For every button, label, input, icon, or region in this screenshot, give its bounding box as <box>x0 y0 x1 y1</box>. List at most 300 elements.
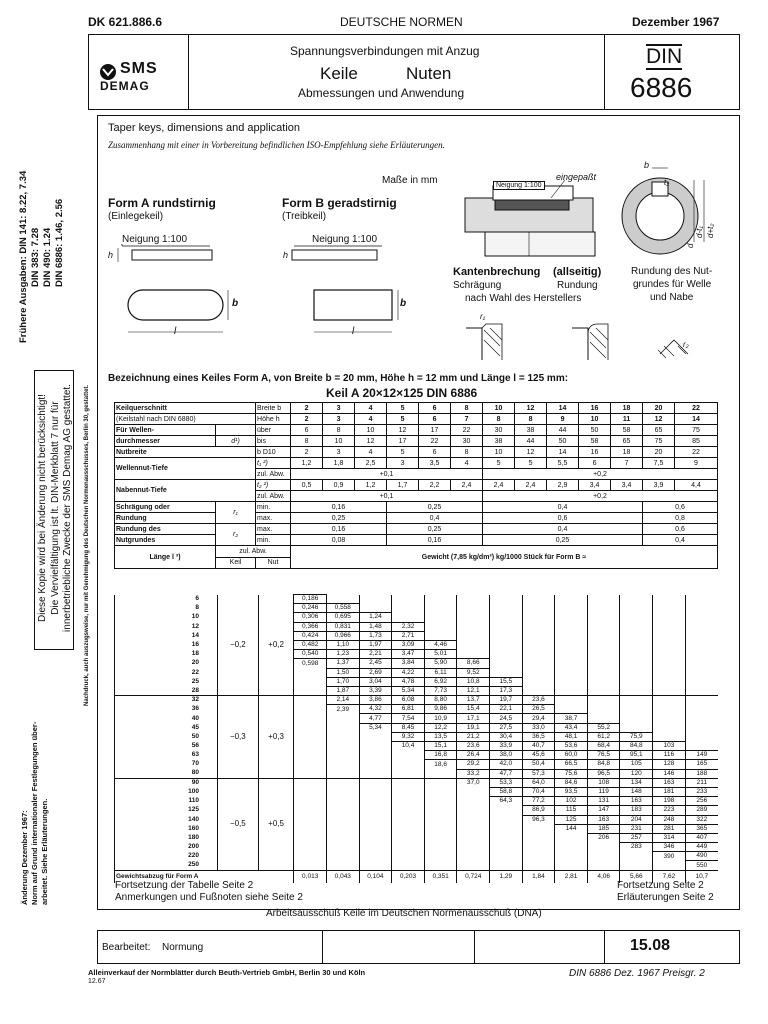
weight-cell: 86,9 <box>522 806 555 815</box>
english-title: Taper keys, dimensions and application <box>108 122 301 134</box>
weight-cell: 96,3 <box>522 815 555 824</box>
label-zul-abw: zul. Abw. <box>216 546 291 558</box>
weight-cell <box>620 613 653 622</box>
breite-cell: 12 <box>515 403 547 414</box>
weight-cell: 33,9 <box>490 742 523 751</box>
weight-cell <box>620 723 653 732</box>
weight-cell: 3,04 <box>359 677 392 686</box>
ueber-cell: 8 <box>323 425 355 436</box>
weight-cell: 149 <box>685 751 718 760</box>
row-breite <box>115 403 718 414</box>
r2-max-cell: 0,25 <box>387 524 483 535</box>
weight-cell: 76,5 <box>587 751 620 760</box>
weight-cell: 2,71 <box>392 631 425 640</box>
weight-cell <box>555 861 588 870</box>
label-r2: r₂ <box>216 524 256 546</box>
weight-cell <box>457 852 490 861</box>
t2-cell: 0,9 <box>323 480 355 491</box>
length-cell: 8 <box>115 604 218 613</box>
weight-cell: 1,50 <box>327 668 360 677</box>
kanten-title: Kantenbrechung <box>453 266 541 278</box>
breite-cell: 14 <box>547 403 579 414</box>
weight-cell: 57,3 <box>522 769 555 778</box>
length-cell: 50 <box>115 732 218 741</box>
weight-cell <box>653 595 686 604</box>
hoehe-cell: 10 <box>579 414 611 425</box>
label-keilquerschnitt: Keilquerschnitt <box>115 403 256 414</box>
label-zul-t1: zul. Abw. <box>256 469 291 480</box>
weight-cell <box>653 732 686 741</box>
weight-cell <box>359 742 392 751</box>
weight-cell <box>587 622 620 631</box>
weight-cell <box>424 631 457 640</box>
nutbreite-cell: 10 <box>483 447 515 458</box>
r1-label: r₁ <box>480 312 486 321</box>
weight-cell <box>653 714 686 723</box>
t2-cell: 4,4 <box>675 480 718 491</box>
weight-cell <box>587 659 620 668</box>
weight-cell: 4,46 <box>424 640 457 649</box>
aenderung-2: Norm auf Grund internationaler Festlegungen über- <box>30 721 39 905</box>
t1-cell: 1,2 <box>291 458 323 469</box>
weight-cell: 4,32 <box>359 705 392 714</box>
weight-cell: 165 <box>685 760 718 769</box>
weight-cell <box>555 852 588 861</box>
form-b-sub: (Treibkeil) <box>282 211 327 222</box>
weight-cell <box>424 787 457 796</box>
weight-cell: 148 <box>620 787 653 796</box>
weight-cell: 198 <box>653 797 686 806</box>
weight-cell <box>294 686 327 695</box>
label-rundung-des: Rundung des <box>115 524 216 535</box>
weight-cell: 223 <box>653 806 686 815</box>
title-abmessungen: Abmessungen und Anwendung <box>298 86 465 100</box>
weight-cell: 0,966 <box>327 631 360 640</box>
weight-cell: 116 <box>653 751 686 760</box>
r1-max-cell: 0,4 <box>387 513 483 524</box>
weight-cell <box>490 631 523 640</box>
weight-cell <box>490 815 523 824</box>
t1-cell: 9 <box>675 458 718 469</box>
weight-cell: 96,5 <box>587 769 620 778</box>
weight-cell: 29,2 <box>457 760 490 769</box>
weight-cell <box>327 751 360 760</box>
nutbreite-cell: 5 <box>387 447 419 458</box>
dim-d: d <box>686 243 695 248</box>
weight-cell <box>294 732 327 741</box>
weight-cell: 8,45 <box>392 723 425 732</box>
weight-cell: 163 <box>587 815 620 824</box>
weight-cell <box>457 824 490 833</box>
weight-cell <box>359 861 392 870</box>
kanten-rundung: Rundung <box>557 280 598 291</box>
weight-cell: 8,80 <box>424 696 457 705</box>
weight-cell <box>620 595 653 604</box>
weight-cell <box>555 613 588 622</box>
kanten-hersteller: nach Wahl des Herstellers <box>465 293 582 304</box>
weight-cell: 64,0 <box>522 778 555 787</box>
label-min: min. <box>256 535 291 546</box>
deutsche-normen: DEUTSCHE NORMEN <box>340 15 463 29</box>
weight-cell: 283 <box>620 843 653 852</box>
t1-cell: 2,5 <box>355 458 387 469</box>
t2-abw-large: +0,2 <box>483 491 718 502</box>
weight-cell <box>620 668 653 677</box>
weight-cell: 3,39 <box>359 686 392 695</box>
hoehe-cell: 7 <box>451 414 483 425</box>
bis-cell: 17 <box>387 436 419 447</box>
weight-cell: 1,73 <box>359 631 392 640</box>
weight-cell <box>294 696 327 705</box>
weight-cell <box>294 769 327 778</box>
weight-cell: 257 <box>620 833 653 842</box>
weight-cell <box>490 806 523 815</box>
weight-cell: 64,3 <box>490 797 523 806</box>
weight-row <box>115 604 719 613</box>
t2-abw-small: +0,1 <box>291 491 483 502</box>
weight-cell: 231 <box>620 824 653 833</box>
label-laenge: Länge l ³) <box>115 546 216 569</box>
weight-cell: 23,6 <box>522 696 555 705</box>
weight-row <box>115 668 719 677</box>
weight-cell: 346 <box>653 843 686 852</box>
weight-cell <box>490 650 523 659</box>
weight-cell <box>457 787 490 796</box>
weight-cell <box>587 696 620 705</box>
weight-cell: 131 <box>587 797 620 806</box>
hoehe-cell: 14 <box>675 414 718 425</box>
weight-cell: 93,5 <box>555 787 588 796</box>
weight-row <box>115 751 719 760</box>
length-cell: 40 <box>115 714 218 723</box>
breite-cell: 8 <box>451 403 483 414</box>
weight-cell <box>359 732 392 741</box>
weight-cell: 2,14 <box>327 696 360 705</box>
weight-cell: 38,0 <box>490 751 523 760</box>
erlaeuterungen: Erläuterungen Seite 2 <box>617 892 714 903</box>
weight-cell: 550 <box>685 861 718 870</box>
weight-cell <box>522 833 555 842</box>
bis-cell: 50 <box>547 436 579 447</box>
abzug-cell: 0,351 <box>424 870 457 883</box>
cross-section-drawing <box>614 160 714 260</box>
weight-cell <box>424 843 457 852</box>
weight-cell <box>294 714 327 723</box>
weight-cell <box>587 604 620 613</box>
r1-max-cell: 0,6 <box>483 513 643 524</box>
weight-cell <box>555 843 588 852</box>
weight-cell <box>327 714 360 723</box>
weight-cell: 6,92 <box>424 677 457 686</box>
breite-cell: 18 <box>611 403 643 414</box>
weight-cell: 36,5 <box>522 732 555 741</box>
weight-cell <box>457 631 490 640</box>
weight-cell <box>490 861 523 870</box>
weight-cell: 48,1 <box>555 732 588 741</box>
label-durchmesser: durchmesser <box>115 436 216 447</box>
weight-cell: 233 <box>685 787 718 796</box>
weight-cell <box>522 677 555 686</box>
weight-cell <box>490 622 523 631</box>
weight-cell <box>359 769 392 778</box>
weight-cell <box>555 696 588 705</box>
ueber-cell: 10 <box>355 425 387 436</box>
weight-cell: 33,2 <box>457 769 490 778</box>
edge-details-drawing <box>452 310 712 364</box>
side-din383: DIN 383: 7.28 <box>30 227 41 287</box>
weight-cell <box>685 677 718 686</box>
weight-cell: 2,45 <box>359 659 392 668</box>
ueber-cell: 50 <box>579 425 611 436</box>
weight-cell: 105 <box>620 760 653 769</box>
abzug-cell: 0,724 <box>457 870 490 883</box>
weight-cell <box>653 650 686 659</box>
weight-cell: 55,2 <box>587 723 620 732</box>
dimension-table <box>114 402 718 569</box>
t1-cell: 3,5 <box>419 458 451 469</box>
weight-cell <box>522 668 555 677</box>
weight-cell: 43,4 <box>555 723 588 732</box>
row-hoehe <box>115 414 718 425</box>
shaft-neigung: Neigung 1:100 <box>493 181 545 190</box>
bis-cell: 8 <box>291 436 323 447</box>
nutbreite-cell: 3 <box>323 447 355 458</box>
weight-cell <box>392 815 425 824</box>
weight-cell <box>555 650 588 659</box>
copy-notice-3: innerbetriebliche Zwecke der SMS Demag AG gestattet. <box>62 384 73 632</box>
weight-cell: 1,87 <box>327 686 360 695</box>
weight-cell: 22,1 <box>490 705 523 714</box>
bearbeitet-value: Normung <box>162 942 204 953</box>
aenderung-1: Änderung Dezember 1967: <box>20 810 29 905</box>
weight-cell <box>522 595 555 604</box>
kanten-suffix: (allseitig) <box>553 266 602 278</box>
weight-cell <box>457 622 490 631</box>
weight-cell <box>294 760 327 769</box>
weight-cell <box>587 668 620 677</box>
side-din490: DIN 490: 1.24 <box>42 227 53 287</box>
weight-cell <box>522 604 555 613</box>
weight-cell: 26,4 <box>457 751 490 760</box>
form-a-title: Form A rundstirnig <box>108 196 216 210</box>
weight-cell: 119 <box>587 787 620 796</box>
weight-cell <box>685 622 718 631</box>
weight-cell <box>392 751 425 760</box>
weight-cell <box>620 622 653 631</box>
weight-cell <box>294 815 327 824</box>
weight-cell <box>620 861 653 870</box>
weight-cell <box>327 861 360 870</box>
t1-cell: 4 <box>451 458 483 469</box>
weight-cell <box>555 668 588 677</box>
weight-cell <box>620 640 653 649</box>
weight-cell <box>327 732 360 741</box>
weight-row <box>115 806 719 815</box>
dk-number: DK 621.886.6 <box>88 15 163 29</box>
weight-cell <box>424 769 457 778</box>
nutbreite-cell: 22 <box>675 447 718 458</box>
weight-cell <box>457 815 490 824</box>
t1-cell: 7 <box>611 458 643 469</box>
ueber-cell: 22 <box>451 425 483 436</box>
hoehe-cell: 3 <box>323 414 355 425</box>
weight-cell <box>457 843 490 852</box>
length-cell: 160 <box>115 824 218 833</box>
weight-cell: 9,52 <box>457 668 490 677</box>
weight-cell <box>294 861 327 870</box>
r1-max-cell: 0,25 <box>291 513 387 524</box>
weight-cell: 6,08 <box>392 696 425 705</box>
weight-cell: 1,10 <box>327 640 360 649</box>
abzug-cell: 2,81 <box>555 870 588 883</box>
weight-cell: 204 <box>620 815 653 824</box>
weight-cell <box>327 797 360 806</box>
label-max: max. <box>256 513 291 524</box>
weight-row <box>115 742 719 751</box>
weight-row <box>115 613 719 622</box>
weight-cell: 0,558 <box>327 604 360 613</box>
weight-cell: 16,8 <box>424 751 457 760</box>
row-r1-min <box>115 502 718 513</box>
bis-cell: 44 <box>515 436 547 447</box>
r1-max-cell: 0,8 <box>643 513 718 524</box>
form-b-drawing <box>282 228 412 348</box>
weight-row <box>115 640 719 649</box>
weight-cell: 33,0 <box>522 723 555 732</box>
weight-cell: 211 <box>685 778 718 787</box>
weight-cell: 3,86 <box>359 696 392 705</box>
fruehere-ausgaben: Frühere Ausgaben: DIN 141: 8.22, 7.34 <box>18 170 29 343</box>
weight-cell <box>685 595 718 604</box>
weight-cell <box>555 659 588 668</box>
t2-cell: 2,9 <box>547 480 579 491</box>
weight-cell <box>620 705 653 714</box>
weight-cell <box>587 843 620 852</box>
weight-cell: 365 <box>685 824 718 833</box>
weight-cell: 4,77 <box>359 714 392 723</box>
weight-cell <box>522 650 555 659</box>
form-a-drawing <box>108 228 238 348</box>
weight-row <box>115 686 719 695</box>
weight-cell: 146 <box>653 769 686 778</box>
label-gewicht: Gewicht (7,85 kg/dm³) kg/1000 Stück für Form B ≈ <box>291 546 718 569</box>
weight-cell: 12,2 <box>424 723 457 732</box>
r2-min-cell: 0,16 <box>387 535 483 546</box>
weight-cell: 1,48 <box>359 622 392 631</box>
weight-cell: 21,2 <box>457 732 490 741</box>
tol-nut: +0,3 <box>258 696 294 779</box>
weight-cell <box>392 769 425 778</box>
weight-cell <box>359 778 392 787</box>
r1-min-cell: 0,25 <box>387 502 483 513</box>
breite-cell: 16 <box>579 403 611 414</box>
weight-cell <box>653 723 686 732</box>
bis-cell: 38 <box>483 436 515 447</box>
weight-cell: 77,2 <box>522 797 555 806</box>
weight-cell: 0,366 <box>294 622 327 631</box>
weight-cell: 29,4 <box>522 714 555 723</box>
t2-cell: 2,4 <box>515 480 547 491</box>
weight-cell: 15,1 <box>424 742 457 751</box>
row-r2-max <box>115 524 718 535</box>
weight-cell <box>457 613 490 622</box>
weight-cell: 53,3 <box>490 778 523 787</box>
weight-cell <box>327 769 360 778</box>
weight-cell <box>522 631 555 640</box>
weight-cell <box>653 659 686 668</box>
weight-cell <box>327 742 360 751</box>
weight-cell <box>424 824 457 833</box>
weight-cell <box>587 705 620 714</box>
form-a-h: h <box>108 250 114 260</box>
weight-cell: 19,7 <box>490 696 523 705</box>
label-nutgrundes: Nutgrundes <box>115 535 216 546</box>
label-breite: Breite b <box>256 403 291 414</box>
form-b-l: l <box>352 326 355 337</box>
weight-cell <box>490 833 523 842</box>
hoehe-cell: 6 <box>419 414 451 425</box>
logo-sms: SMS <box>120 60 158 77</box>
weight-cell <box>359 806 392 815</box>
weight-row <box>115 696 719 705</box>
weight-cell <box>587 677 620 686</box>
weight-cell <box>392 778 425 787</box>
weight-cell <box>359 760 392 769</box>
weight-cell: 27,5 <box>490 723 523 732</box>
weight-cell: 95,1 <box>620 751 653 760</box>
weight-cell: 281 <box>653 824 686 833</box>
weight-cell <box>294 723 327 732</box>
rundung-nut-1: Rundung des Nut- <box>631 266 713 277</box>
anmerkungen: Anmerkungen und Fußnoten siehe Seite 2 <box>115 892 303 903</box>
t1-cell: 3 <box>387 458 419 469</box>
weight-cell <box>685 604 718 613</box>
weight-cell <box>653 861 686 870</box>
weight-cell <box>392 595 425 604</box>
weight-cell <box>555 604 588 613</box>
weight-cell: 26,5 <box>522 705 555 714</box>
weight-cell: 2,69 <box>359 668 392 677</box>
weight-cell: 144 <box>555 824 588 833</box>
t2-cell: 3,4 <box>579 480 611 491</box>
length-cell: 100 <box>115 787 218 796</box>
vertrieb: Alleinverkauf der Normblätter durch Beuth-Vertrieb GmbH, Berlin 30 und Köln <box>88 968 366 977</box>
masse-in-mm: Maße in mm <box>382 175 438 186</box>
length-cell: 10 <box>115 613 218 622</box>
abzug-cell: 1,84 <box>522 870 555 883</box>
bis-cell: 65 <box>611 436 643 447</box>
nutbreite-cell: 2 <box>291 447 323 458</box>
r2-max-cell: 0,6 <box>643 524 718 535</box>
weight-cell: 115 <box>555 806 588 815</box>
weight-cell: 37,0 <box>457 778 490 787</box>
weight-cell: 322 <box>685 815 718 824</box>
weight-cell <box>620 696 653 705</box>
abzug-cell: 7,62 <box>653 870 686 883</box>
length-cell: 250 <box>115 861 218 870</box>
title-nuten: Nuten <box>406 64 452 83</box>
weight-cell <box>653 696 686 705</box>
weight-cell: 17,3 <box>490 686 523 695</box>
weight-cell: 1,70 <box>327 677 360 686</box>
weight-cell: 248 <box>653 815 686 824</box>
weight-cell <box>490 659 523 668</box>
weight-cell <box>392 833 425 842</box>
weight-cell <box>327 852 360 861</box>
length-cell: 110 <box>115 797 218 806</box>
weight-cell <box>359 833 392 842</box>
weight-cell <box>685 659 718 668</box>
